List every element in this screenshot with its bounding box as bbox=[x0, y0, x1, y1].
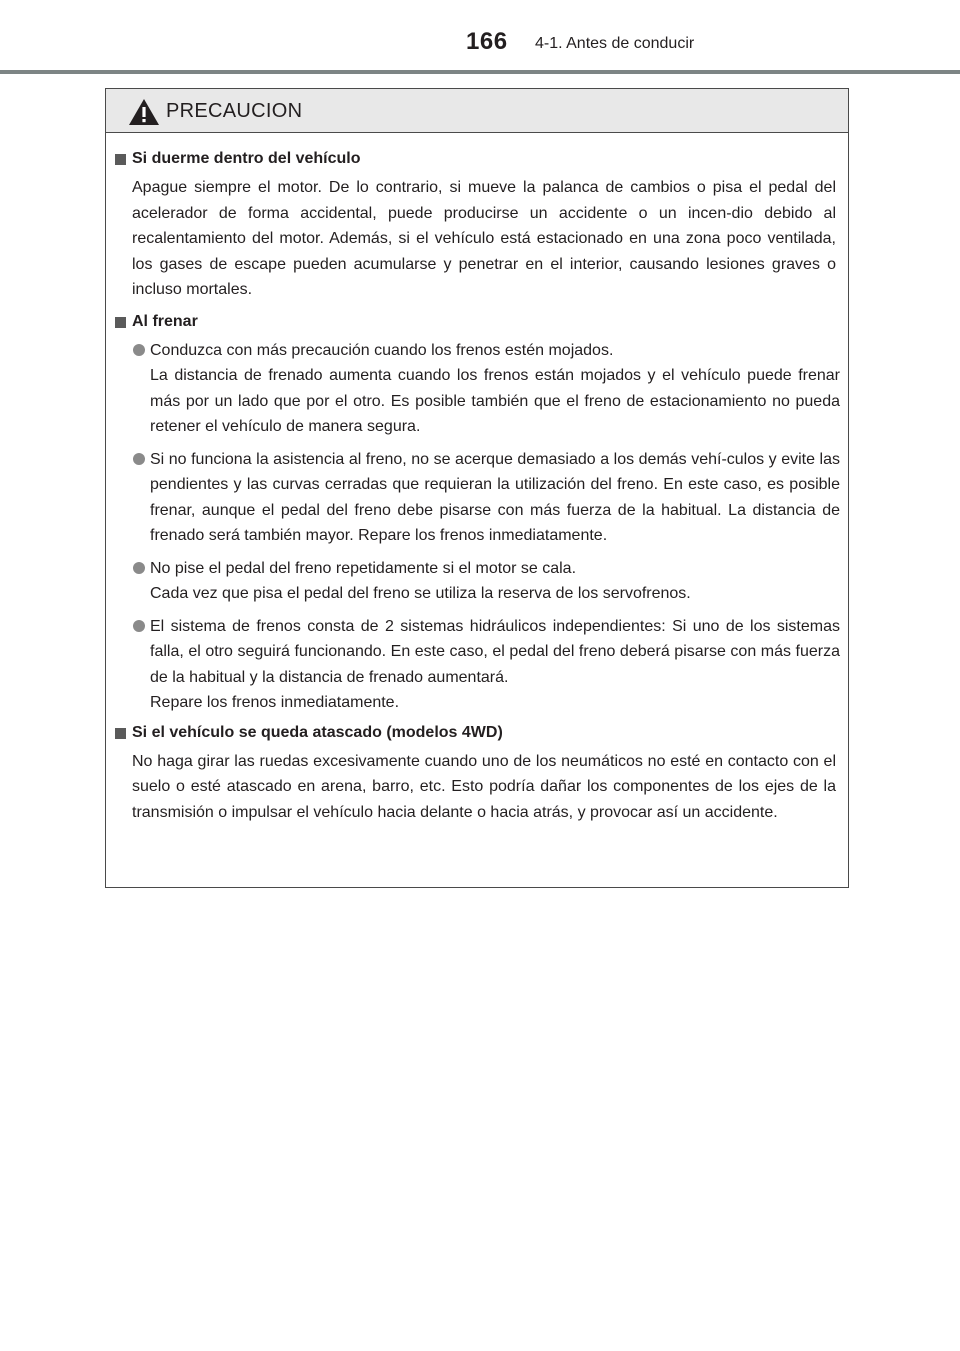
list-item bbox=[115, 556, 840, 607]
square-bullet-icon bbox=[115, 728, 126, 739]
topic-heading-braking bbox=[115, 312, 840, 332]
warning-triangle-icon bbox=[128, 98, 160, 126]
header-rule bbox=[0, 70, 960, 74]
list-item-lead: El sistema de frenos consta de 2 sistemas hidráulicos independientes: Si uno de los sistemas falla, el otro seguirá funcionando. En este caso, el pedal del freno deberá pisarse con más fuerza de la habitual y la distancia de frenado aumentará. bbox=[150, 617, 840, 686]
list-item bbox=[115, 338, 840, 440]
caution-box bbox=[105, 88, 849, 888]
round-bullet-icon bbox=[133, 344, 145, 356]
topic-heading-sleeping bbox=[115, 149, 840, 169]
topic-heading-text: Si duerme dentro del vehículo bbox=[132, 150, 361, 167]
topic-paragraph-sleeping: Apague siempre el motor. De lo contrario, si mueve la palanca de cambios o pisa el pedal del acelerador de forma accidental, puede producirse un accidente o un incen-dio debido al recalentamiento del motor. Además, si el vehículo está estacionado en una zona poco ventilada, los gases de escape pueden acumularse y penetrar en el interior, causando lesiones graves o incluso mortales. bbox=[132, 179, 836, 298]
square-bullet-icon bbox=[115, 154, 126, 165]
caution-header bbox=[106, 89, 848, 133]
list-item bbox=[115, 447, 840, 549]
list-item-detail: La distancia de frenado aumenta cuando los frenos están mojados y el vehículo puede frenar más por un lado que por el otro. Es posible también que el freno de estacionamiento no pueda retener el vehículo de manera segura. bbox=[150, 367, 840, 435]
list-item-lead: Si no funciona la asistencia al freno, no se acerque demasiado a los demás vehí-culos y evite las pendientes y las curvas cerradas que requieran la utilización del freno. En este caso, es posible frenar, aunque el pedal del freno debe pisarse con más fuerza de la habitual. La distancia de frenado será también mayor. Repare los frenos inmediatamente. bbox=[150, 450, 840, 544]
topic-heading-text: Al frenar bbox=[132, 312, 198, 330]
round-bullet-icon bbox=[133, 620, 145, 632]
caution-title: PRECAUCION bbox=[166, 100, 303, 122]
list-item-lead: Conduzca con más precaución cuando los frenos estén mojados. bbox=[150, 341, 614, 359]
list-item-lead: No pise el pedal del freno repetidamente si el motor se cala. bbox=[150, 559, 577, 577]
topic-heading-text: Si el vehículo se queda atascado (modelos 4WD) bbox=[132, 723, 503, 741]
caution-body bbox=[106, 133, 848, 825]
square-bullet-icon bbox=[115, 317, 126, 328]
page-number: 166 bbox=[466, 28, 508, 55]
section-title: 4-1. Antes de conducir bbox=[535, 35, 695, 52]
round-bullet-icon bbox=[133, 562, 145, 574]
list-item-detail: Repare los frenos inmediatamente. bbox=[150, 694, 400, 711]
page-header bbox=[0, 0, 960, 74]
list-item bbox=[115, 614, 840, 716]
list-item-detail: Cada vez que pisa el pedal del freno se utiliza la reserva de los servofrenos. bbox=[150, 585, 691, 602]
topic-heading-stuck bbox=[115, 723, 840, 743]
topic-paragraph-stuck: No haga girar las ruedas excesivamente cuando uno de los neumáticos no esté en contacto con el suelo o esté atascado en arena, barro, etc. Esto podría dañar los componentes de los ejes de la transmisión o impulsar el vehículo hacia delante o hacia atrás, y provocar así un accidente. bbox=[132, 752, 836, 821]
round-bullet-icon bbox=[133, 453, 145, 465]
